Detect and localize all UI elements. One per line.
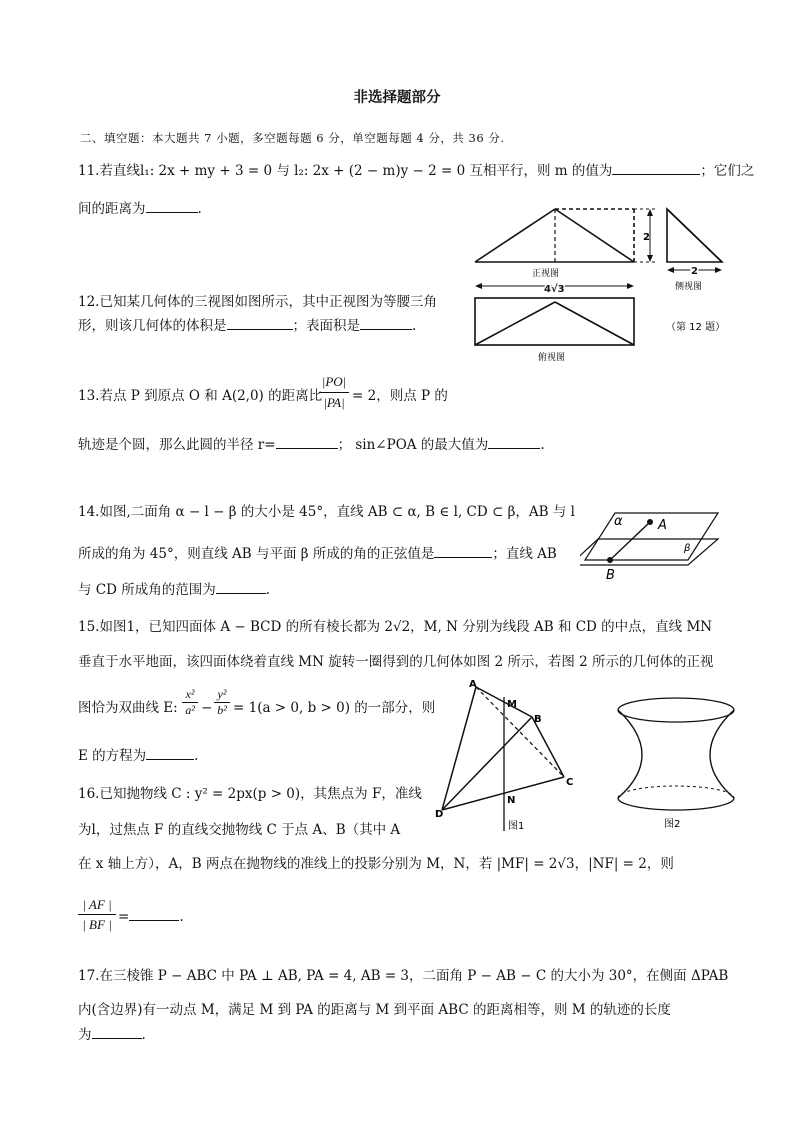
period: . [265,582,271,598]
edge-ac-hidden [476,687,564,777]
q12-answer-blank-1 [227,315,293,330]
vertex-d-label: D [435,809,444,820]
vertex-b-label: B [534,714,542,725]
q13-line1-left: 13.若点 P 到原点 O 和 A(2,0) 的距离比 [78,388,323,404]
vertex-c-label: C [566,777,574,788]
front-right-edge [555,209,634,262]
height-arrow-bottom [647,255,653,262]
q13-answer-blank-2 [488,434,540,449]
q13-text-sin: ； sin∠POA 的最大值为 [337,437,489,453]
q14-line3 [78,579,270,600]
top-view [475,298,634,363]
q15-text-equation: E 的方程为 [78,748,147,764]
vertex-a-label: A [469,679,477,690]
q13-line2 [78,434,545,455]
front-view [475,209,656,295]
q14-line1: 14.如图,二面角 α − l − β 的大小是 45°，直线 AB ⊂ α, B ∈ l, CD ⊂ β，AB 与 l [78,504,575,520]
q16-fraction-numerator: | AF | [78,896,116,915]
top-view-label: 俯视图 [538,353,566,363]
side-arrow-right [715,267,722,273]
a-label: A [658,518,667,533]
side-view-label: 侧视图 [675,282,703,292]
top-right-edge [555,302,634,345]
three-view-figure [470,200,760,372]
q15-answer-blank [146,745,194,760]
q16-answer-line [118,906,184,927]
q15-line2: 垂直于水平地面，该四面体绕着直线 MN 旋转一圈得到的几何体如图 2 所示，若图 2 所示的几何体的正视 [78,654,714,670]
bottom-ellipse-front [618,798,734,810]
q11-text-2: 间的距离为 [78,201,146,217]
hyperboloid-figure [608,680,748,830]
q15-minus: − [201,700,213,716]
q17-line2: 内(含边界)有一动点 M，满足 M 到 PA 的距离与 M 到平面 ABC 的距离相等，则 M 的轨迹的长度 [78,1002,671,1018]
q14-text-sine: 所成的角为 45°，则直线 AB 与平面 β 所成的角的正弦值是 [78,546,435,562]
period: . [412,318,417,334]
q16-line2: 为l，过焦点 F 的直线交抛物线 C 于点 A、B（其中 A [78,822,401,838]
q15-line4 [78,745,198,766]
front-left-edge [475,209,555,262]
q13-text-radius: 轨迹是个圆，那么此圆的半径 r= [78,437,276,453]
q14-text-range: 与 CD 所成角的范围为 [78,582,216,598]
q16-fraction [78,896,116,933]
q17-line3 [78,1024,146,1045]
q16-line1: 16.已知抛物线 C : y² = 2px(p > 0)，其焦点为 F，准线 [78,786,422,802]
q12-text-volume: 形，则该几何体的体积是 [78,318,227,334]
q14-answer-blank-1 [434,543,492,558]
bottom-ellipse-back [618,786,734,798]
side-hypotenuse [667,209,722,262]
alpha-label: α [614,514,623,529]
q13-fraction [319,374,349,411]
q14-answer-blank-2 [216,579,266,594]
width-arrow-left [475,283,482,289]
dihedral-angle-figure [580,505,720,585]
q12-text-area: ；表面积是 [292,318,360,334]
top-left-edge [475,302,555,345]
section-header: 二、填空题：本大题共 7 小题，多空题每题 6 分，单空题每题 4 分，共 36 分. [80,131,505,145]
q13-answer-blank-1 [276,434,338,449]
q15-line3-left: 图恰为双曲线 E: [78,700,178,716]
q15-line1: 15.如图1，已知四面体 A − BCD 的所有棱长都为 2√2，M, N 分别为线段 AB 和 CD 的中点，直线 MN [78,619,713,635]
period: . [141,1027,146,1043]
q15-fraction-y-denominator: b² [217,703,227,717]
q12-answer-blank-2 [360,315,412,330]
point-n-label: N [507,795,516,806]
q15-fraction-x-denominator: a² [185,703,195,717]
q16-fraction-denominator: | BF | [82,917,112,932]
period: . [179,909,184,925]
q15-fraction-x [182,687,198,718]
q11-line2 [78,198,202,219]
plane-beta [580,539,718,565]
period: . [197,201,202,217]
q14-text-line: ；直线 AB [492,546,557,562]
q11-answer-blank-1 [612,160,700,175]
beta-label: β [684,543,691,554]
q12-line2 [78,315,416,336]
q16-answer-blank [129,906,179,921]
q15-line3-right: = 1(a > 0, b > 0) 的一部分，则 [233,700,436,716]
q11-text: 11.若直线l₁: 2x + my + 3 = 0 与 l₂: 2x + (2 − m)y − 2 = 0 互相平行，则 m 的值为 [78,163,613,179]
point-a [647,519,653,525]
q13-fraction-denominator: |PA| [323,395,345,410]
q15-fraction-y [214,687,230,718]
b-label: B [606,568,615,583]
point-b [607,557,613,563]
edge-bc [532,717,564,777]
front-view-label: 正视图 [532,269,560,279]
top-ellipse [618,698,734,722]
width-label: 4√3 [544,284,565,295]
figure-1-caption: 图1 [508,821,525,832]
height-label: 2 [643,232,650,243]
q12-line1: 12.已知某几何体的三视图如图所示，其中正视图为等腰三角 [78,294,437,310]
width-arrow-right [627,283,634,289]
page-title: 非选择题部分 [353,90,441,106]
q16-line3: 在 x 轴上方），A，B 两点在抛物线的准线上的投影分别为 M，N，若 |MF| = 2√3，|NF| = 2，则 [78,856,674,872]
height-arrow-top [647,209,653,216]
period: . [194,748,199,764]
side-view [667,209,722,292]
edge-dc [442,777,564,810]
q11-text-end: ；它们之 [700,163,755,179]
q15-fraction-y-numerator: y² [214,687,230,703]
q11-line1 [78,160,754,181]
q14-line2 [78,543,557,564]
q11-answer-blank-2 [146,198,198,213]
q16-equals: = [118,909,130,925]
left-hyperbola-branch [618,710,642,798]
tetrahedron-figure [432,675,582,835]
point-m-label: M [507,699,517,710]
figure-2-caption: 图2 [664,819,681,830]
q13-fraction-numerator: |PO| [319,374,349,393]
figure-12-caption: （第 12 题） [666,322,726,333]
q17-answer-blank [92,1024,142,1039]
top-rectangle [475,298,634,345]
q17-line1: 17.在三棱锥 P − ABC 中 PA ⊥ AB, PA = 4, AB = 3，二面角 P − AB − C 的大小为 30°，在侧面 ΔPAB [78,968,729,984]
q17-text-for: 为 [78,1027,92,1043]
period: . [540,437,545,453]
q13-line1-right: = 2，则点 P 的 [352,388,448,404]
q15-fraction-x-numerator: x² [182,687,198,703]
side-width-label: 2 [691,266,698,277]
side-arrow-left [667,267,674,273]
right-hyperbola-branch [710,710,734,798]
